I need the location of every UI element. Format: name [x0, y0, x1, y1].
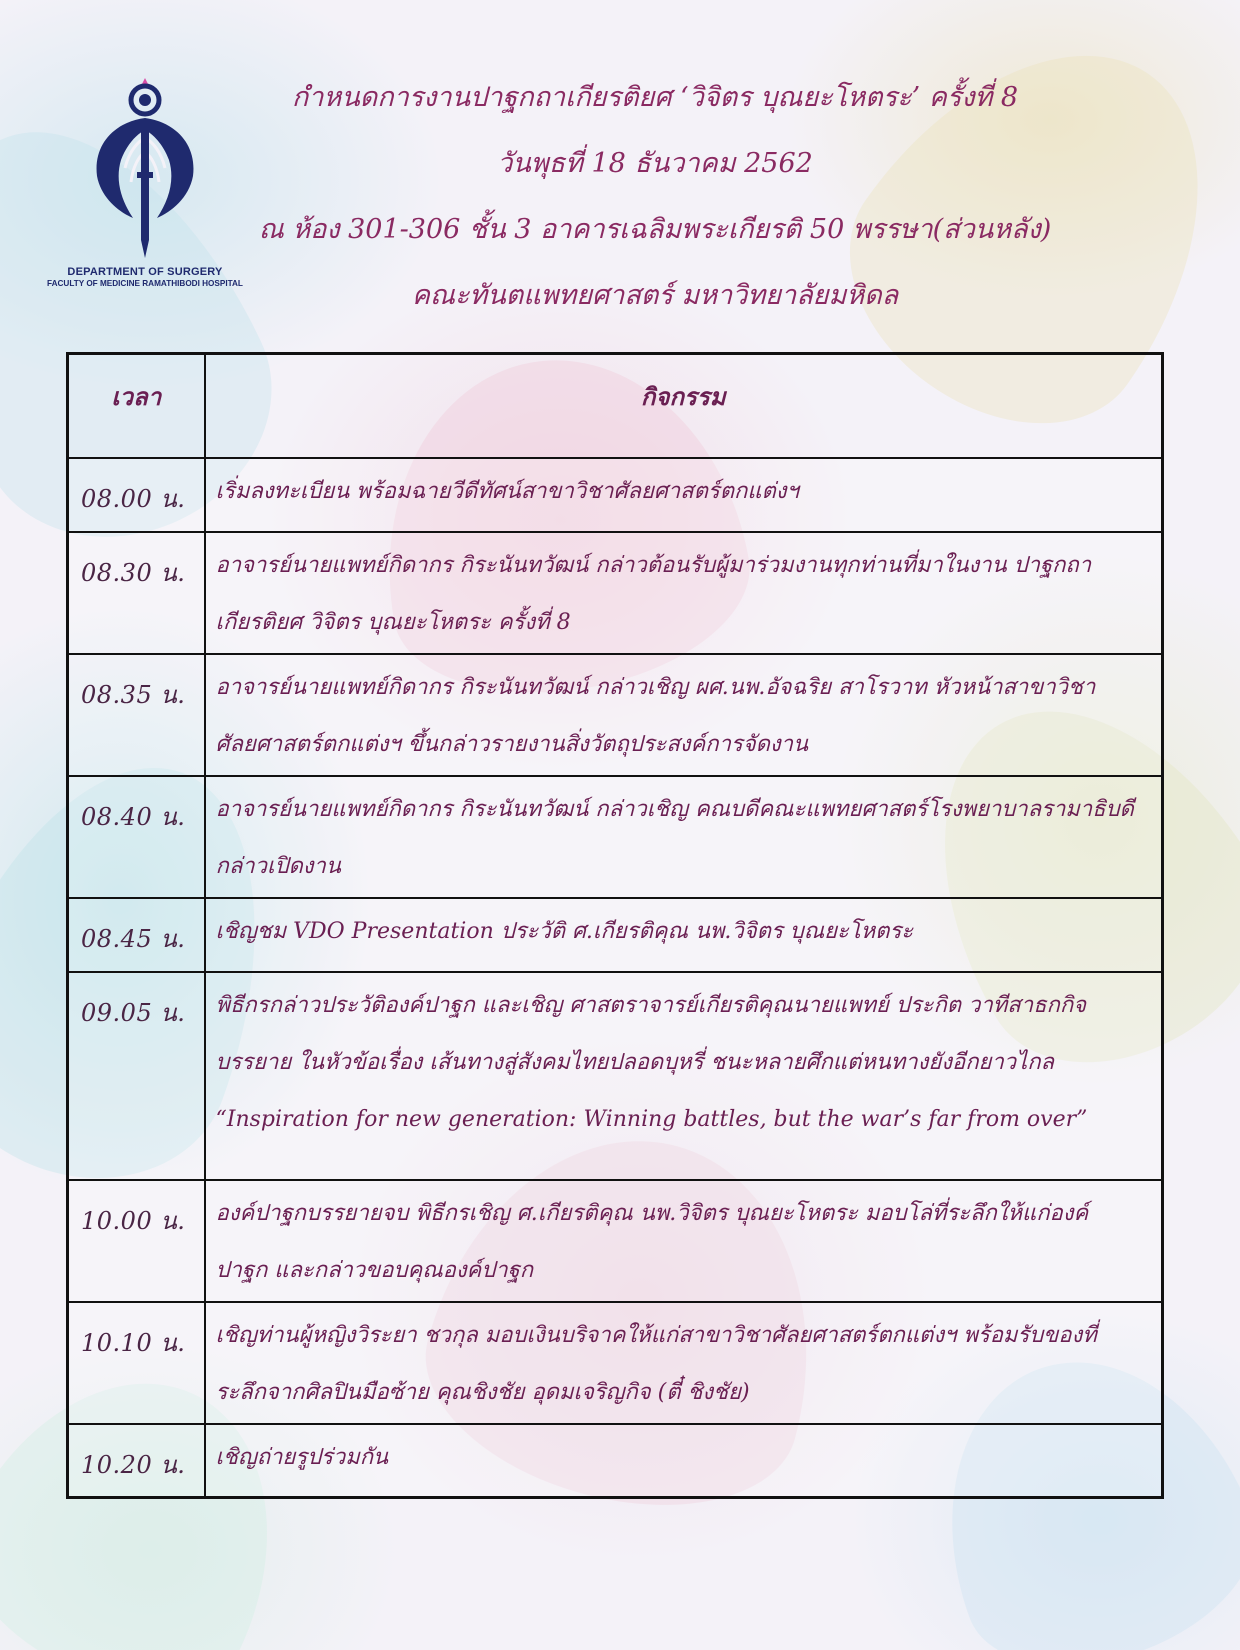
activity-line: เชิญท่านผู้หญิงวิระยา ชวกุล มอบเงินบริจาคให้แก่สาขาวิชาศัลยศาสตร์ตกแต่งฯ พร้อมรับของที่ — [215, 1322, 1097, 1348]
activity-line: องค์ปาฐกบรรยายจบ พิธีกรเชิญ ศ.เกียรติคุณ นพ.วิจิตร บุณยะโหตระ มอบโล่ที่ระลึกให้แก่องค์ — [215, 1200, 1089, 1226]
schedule-activity — [205, 1180, 1163, 1302]
table-row — [68, 1302, 1163, 1424]
activity-line: เริ่มลงทะเบียน พร้อมฉายวีดีทัศน์สาขาวิชาศัลยศาสตร์ตกแต่งฯ — [215, 478, 799, 504]
faculty-name: FACULTY OF MEDICINE RAMATHIBODI HOSPITAL — [47, 279, 243, 288]
activity-line: กล่าวเปิดงาน — [215, 853, 341, 879]
table-row — [68, 898, 1163, 972]
activity-line: ระลึกจากศิลปินมือซ้าย คุณชิงชัย อุดมเจริญกิจ (ตี๋ ชิงชัย) — [215, 1379, 750, 1405]
schedule-activity — [205, 898, 1163, 972]
table-row — [68, 654, 1163, 776]
header-date: วันพุธที่ 18 ธันวาคม 2562 — [497, 148, 813, 179]
table-row — [68, 458, 1163, 532]
activity-line: อาจารย์นายแพทย์กิดากร กิระนันทวัฒน์ กล่าวเชิญ คณบดีคณะแพทยศาสตร์โรงพยาบาลรามาธิบดี — [215, 796, 1134, 822]
header-title: กำหนดการงานปาฐกถาเกียรติยศ ‘วิจิตร บุณยะโหตระ’ ครั้งที่ 8 — [291, 82, 1019, 113]
schedule-table — [66, 352, 1164, 1499]
schedule-activity — [205, 972, 1163, 1180]
schedule-time: 10.10 น. — [68, 1302, 205, 1424]
schedule-time: 08.30 น. — [68, 532, 205, 654]
table-row — [68, 972, 1163, 1180]
table-header-row — [68, 354, 1163, 458]
schedule-time: 08.40 น. — [68, 776, 205, 898]
department-name: DEPARTMENT OF SURGERY — [67, 266, 223, 278]
header-faculty: คณะทันตแพทยศาสตร์ มหาวิทยาลัยมหิดล — [411, 280, 899, 311]
schedule-time: 08.00 น. — [68, 458, 205, 532]
schedule-activity — [205, 532, 1163, 654]
activity-line: เชิญถ่ายรูปร่วมกัน — [215, 1444, 389, 1470]
activity-line: เกียรติยศ วิจิตร บุณยะโหตระ ครั้งที่ 8 — [215, 609, 571, 635]
time-column-header: เวลา — [68, 354, 205, 458]
table-row — [68, 776, 1163, 898]
department-logo — [40, 72, 250, 292]
activity-line: ปาฐก และกล่าวขอบคุณองค์ปาฐก — [215, 1257, 534, 1283]
table-row — [68, 1180, 1163, 1302]
schedule-activity — [205, 1302, 1163, 1424]
schedule-time: 08.35 น. — [68, 654, 205, 776]
activity-line: พิธีกรกล่าวประวัติองค์ปาฐก และเชิญ ศาสตราจารย์เกียรติคุณนายแพทย์ ประกิต วาทีสาธกกิจ — [215, 992, 1087, 1018]
schedule-activity — [205, 654, 1163, 776]
table-row — [68, 1424, 1163, 1498]
activity-line: บรรยาย ในหัวข้อเรื่อง เส้นทางสู่สังคมไทยปลอดบุหรี่ ชนะหลายศึกแต่หนทางยังอีกยาวไกล — [215, 1049, 1055, 1075]
schedule-time: 10.20 น. — [68, 1424, 205, 1498]
schedule-time: 08.45 น. — [68, 898, 205, 972]
table-row — [68, 532, 1163, 654]
activity-line: อาจารย์นายแพทย์กิดากร กิระนันทวัฒน์ กล่าวต้อนรับผู้มาร่วมงานทุกท่านที่มาในงาน ปาฐกถา — [215, 552, 1092, 578]
activity-line: ศัลยศาสตร์ตกแต่งฯ ขึ้นกล่าวรายงานสิ่งวัตถุประสงค์การจัดงาน — [215, 731, 809, 757]
schedule-time: 09.05 น. — [68, 972, 205, 1180]
activity-column-header: กิจกรรม — [205, 354, 1163, 458]
activity-line: อาจารย์นายแพทย์กิดากร กิระนันทวัฒน์ กล่าวเชิญ ผศ.นพ.อัจฉริย สาโรวาท หัวหน้าสาขาวิชา — [215, 674, 1096, 700]
header-venue: ณ ห้อง 301-306 ชั้น 3 อาคารเฉลิมพระเกียรติ 50 พรรษา(ส่วนหลัง) — [258, 214, 1052, 245]
activity-line: เชิญชม VDO Presentation ประวัติ ศ.เกียรติคุณ นพ.วิจิตร บุณยะโหตระ — [215, 918, 914, 944]
ramathibodi-surgery-emblem-icon — [85, 72, 205, 262]
schedule-activity — [205, 776, 1163, 898]
document-header — [220, 72, 1090, 336]
schedule-time: 10.00 น. — [68, 1180, 205, 1302]
schedule-activity — [205, 1424, 1163, 1498]
schedule-activity — [205, 458, 1163, 532]
activity-line: “Inspiration for new generation: Winning battles, but the war’s far from over” — [215, 1106, 1088, 1132]
